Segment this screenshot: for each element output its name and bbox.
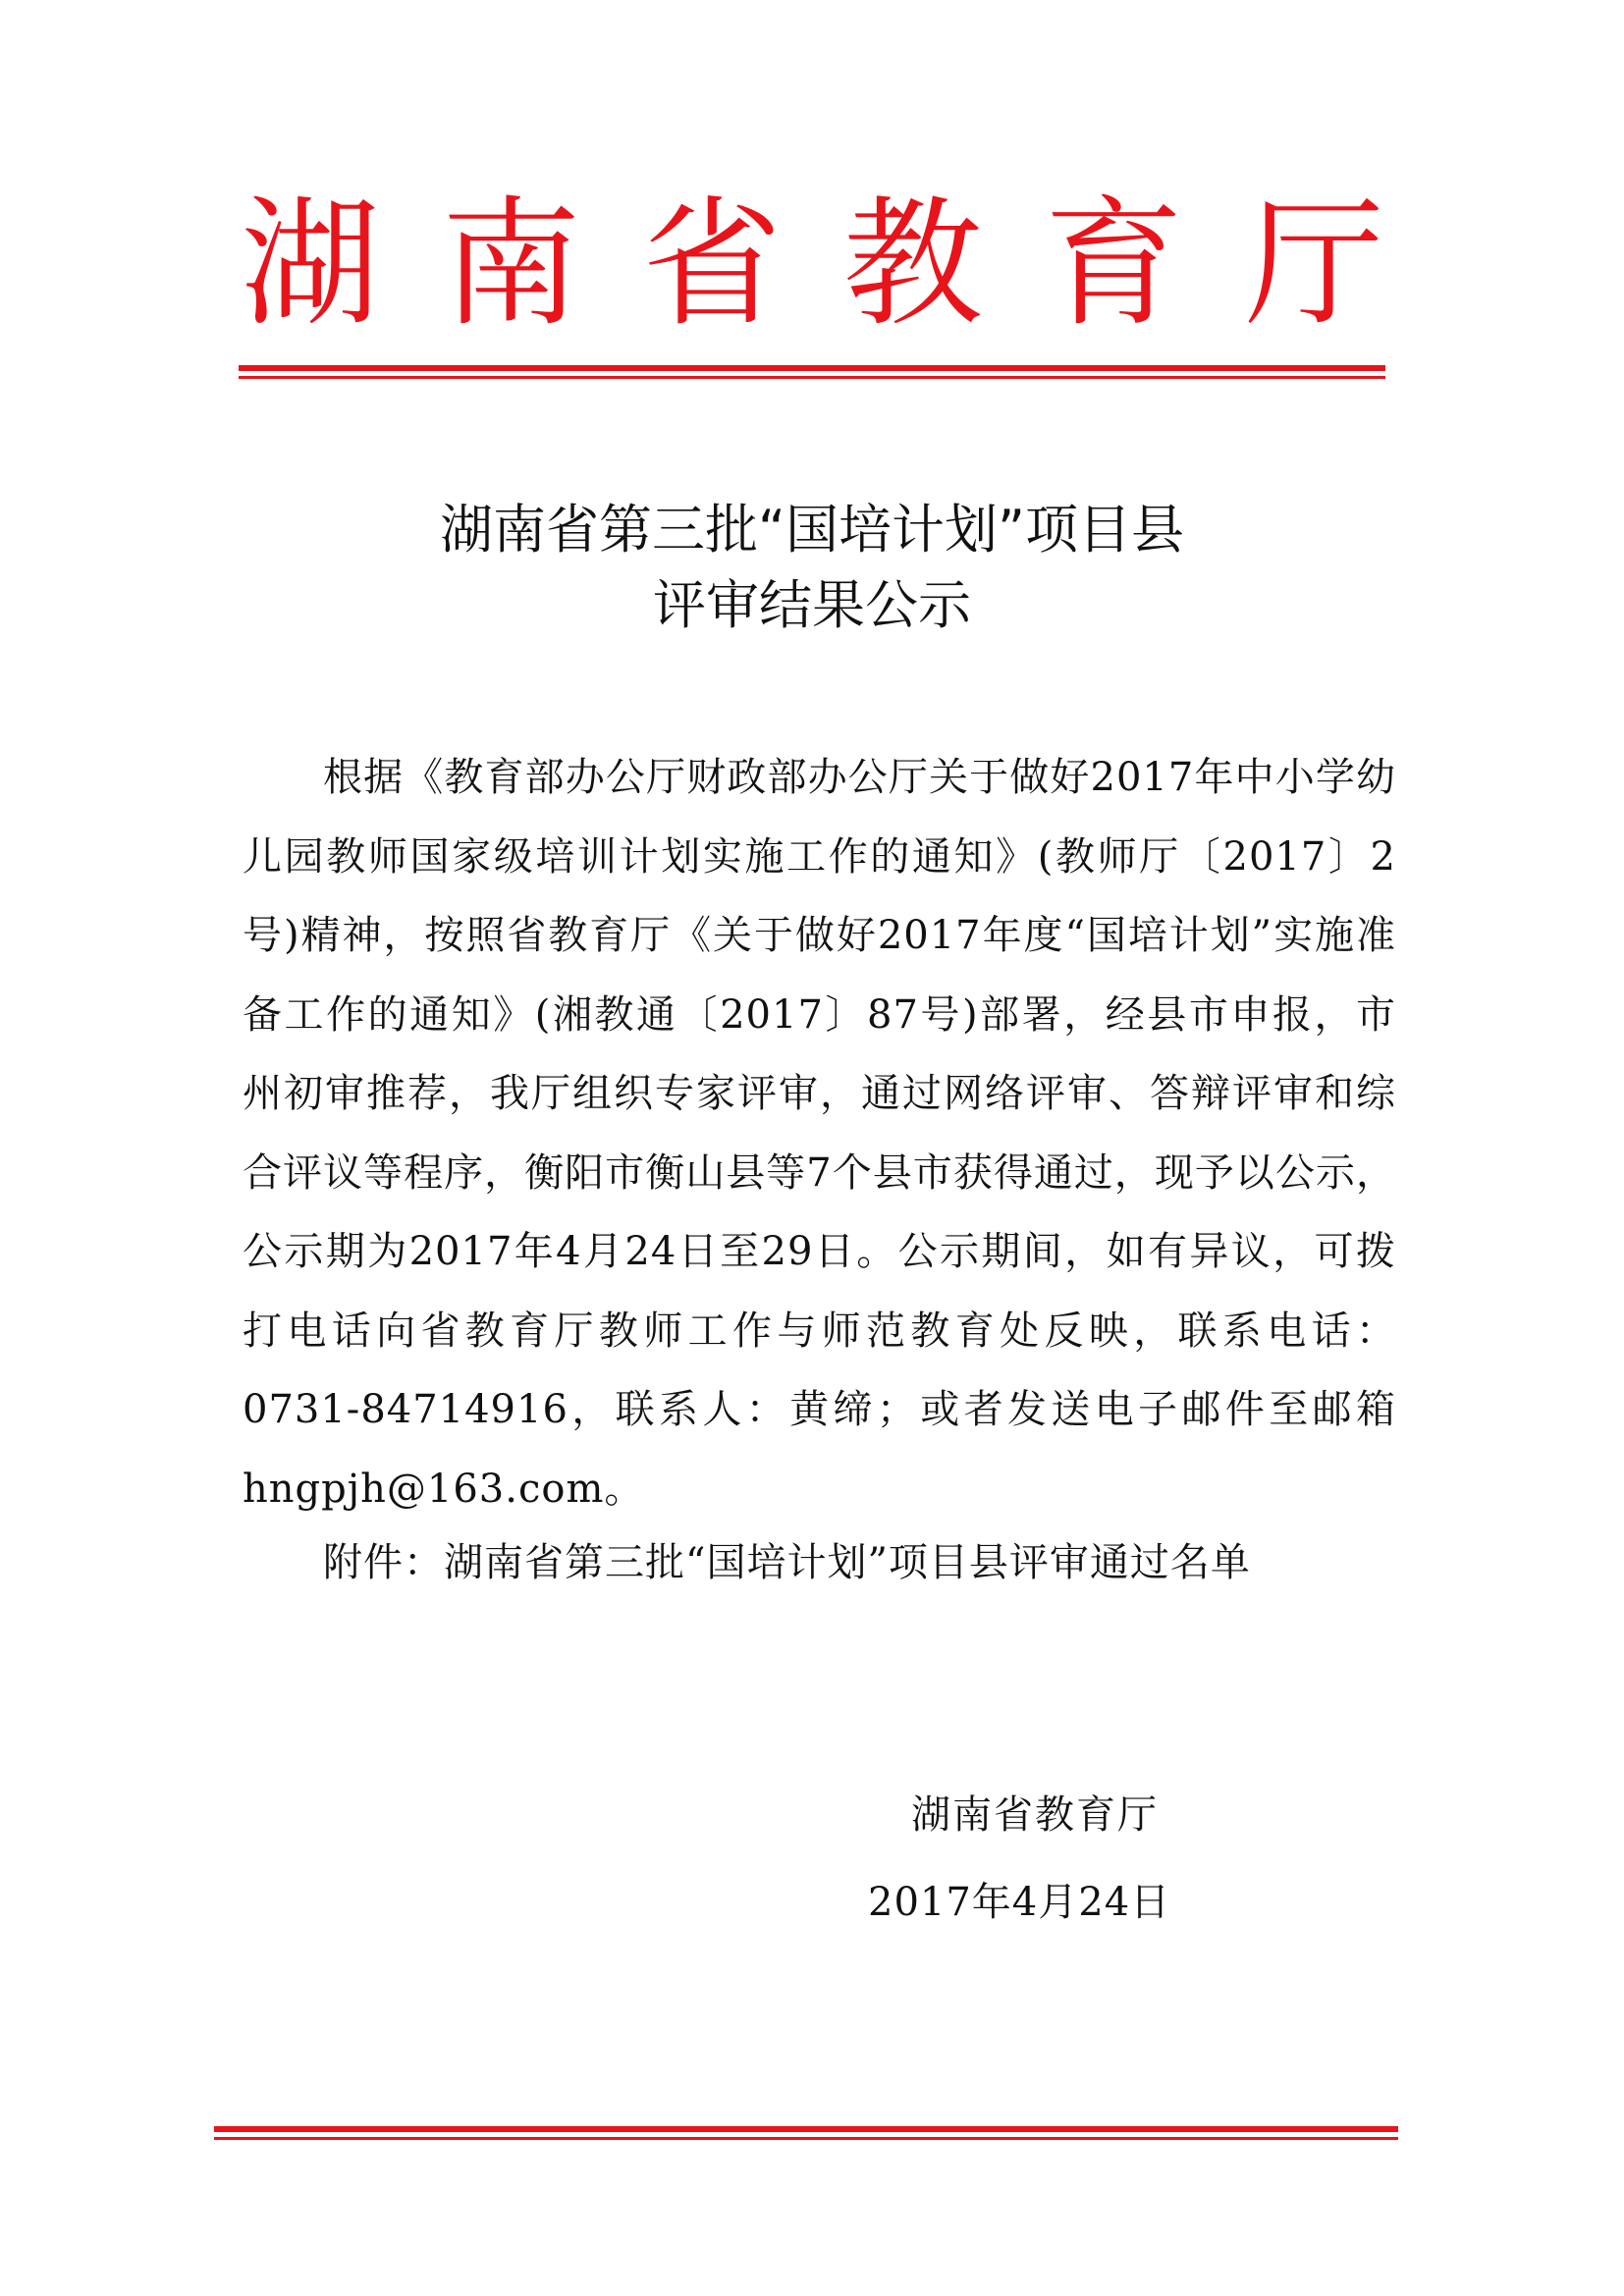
masthead [241,184,1384,346]
masthead-char: 南 [441,184,581,346]
masthead-char: 湖 [241,184,380,346]
header-divider-thick [239,365,1385,371]
footer-divider-thin [214,2137,1398,2140]
body-paragraph: 根据《教育部办公厅财政部办公厅关于做好2017年中小学幼儿园教师国家级培训计划实施工作的通知》(教师厅〔2017〕2号)精神，按照省教育厅《关于做好2017年度“国培计划”实施准备工作的通知》(湘教通〔2017〕87号)部署，经县市申报，市州初审推荐，我厅组织专家评审，通过网络评审、答辩评审和综合评议等程序，衡阳市衡山县等7个县市获得通过，现予以公示，公示期为2017年4月24日至29日。公示期间，如有异议，可拨打电话向省教育厅教师工作与师范教育处反映，联系电话：0731-84714916，联系人：黄缔；或者发送电子邮件至邮箱hngpjh@163.com。 [243,755,1396,1512]
document-title-line-2: 评审结果公示 [653,574,971,636]
signature-organization: 湖南省教育厅 [911,1792,1159,1838]
attachment-line: 附件：湖南省第三批“国培计划”项目县评审通过名单 [323,1540,1251,1585]
masthead-char: 省 [642,184,783,346]
signature-date: 2017年4月24日 [868,1880,1171,1925]
document-title-line-1: 湖南省第三批“国培计划”项目县 [440,499,1184,561]
footer-divider-thick [214,2126,1398,2132]
masthead-char: 教 [842,184,983,346]
masthead-char: 厅 [1244,184,1384,346]
masthead-char: 育 [1044,184,1184,346]
header-divider-thin [239,376,1385,379]
